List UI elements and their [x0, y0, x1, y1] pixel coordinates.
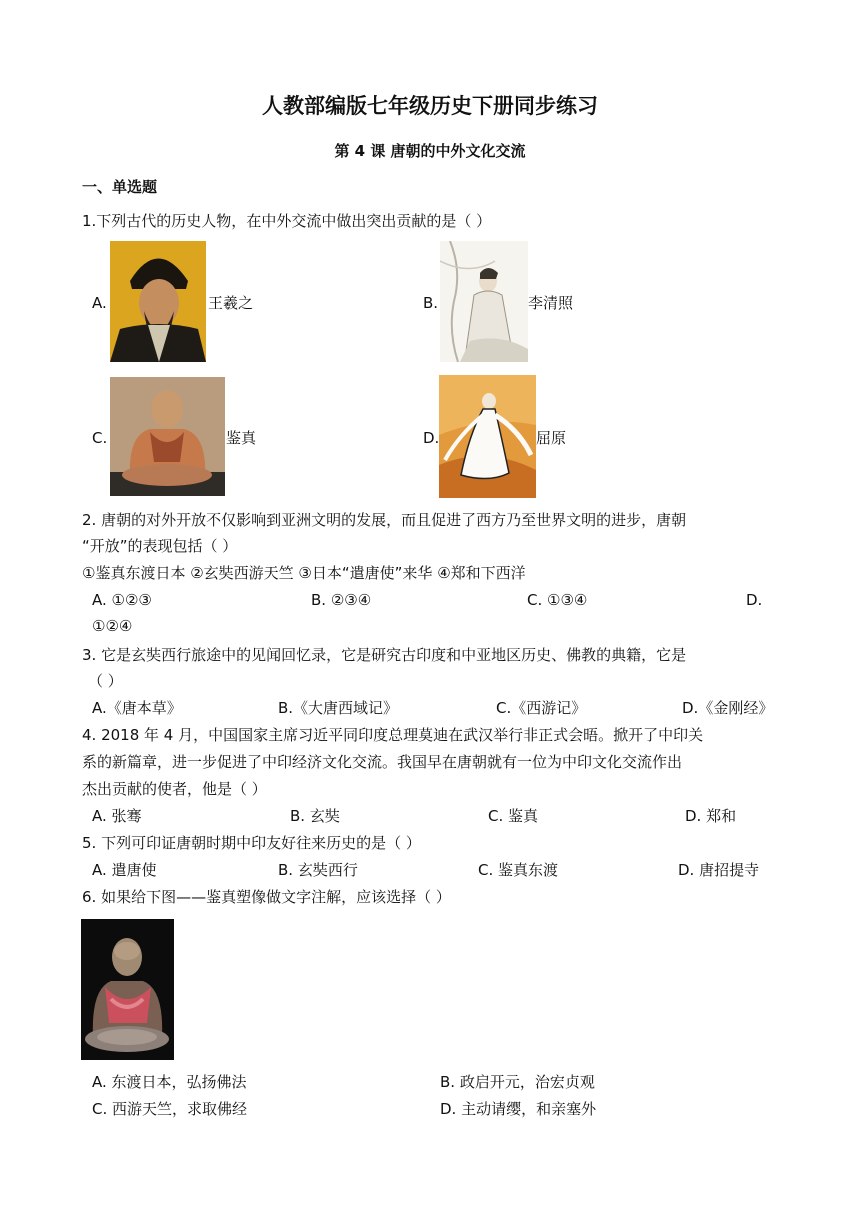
q5-option-a[interactable]: A. 遣唐使 [92, 861, 157, 879]
q6-option-a[interactable]: A. 东渡日本，弘扬佛法 [92, 1073, 247, 1091]
q4-option-a[interactable]: A. 张骞 [92, 807, 142, 825]
portrait-wang-xizhi-image [110, 241, 206, 362]
lesson-subtitle: 第 4 课 唐朝的中外文化交流 [334, 142, 526, 160]
question-1-stem: 1.下列古代的历史人物，在中外交流中做出突出贡献的是（ ） [82, 212, 492, 230]
q6-option-c[interactable]: C. 西游天竺，求取佛经 [92, 1100, 248, 1118]
question-2-items: ①鉴真东渡日本 ②玄奘西游天竺 ③日本“遣唐使”来华 ④郑和下西洋 [82, 564, 526, 582]
section-heading: 一、单选题 [82, 178, 158, 196]
q1-option-c-letter[interactable]: C. [92, 429, 108, 447]
portrait-li-qingzhao-image [440, 241, 528, 362]
question-4-stem-line-2: 系的新篇章，进一步促进了中印经济文化交流。我国早在唐朝就有一位为中印文化交流作出 [82, 753, 683, 771]
q1-option-d-letter[interactable]: D. [423, 429, 440, 447]
q2-option-a[interactable]: A. ①②③ [92, 591, 152, 609]
q5-option-b[interactable]: B. 玄奘西行 [278, 861, 358, 879]
q1-option-a-letter[interactable]: A. [92, 294, 107, 312]
q3-option-d[interactable]: D.《金刚经》 [682, 699, 774, 717]
q5-option-c[interactable]: C. 鉴真东渡 [478, 861, 559, 879]
q1-option-b-text: 李清照 [528, 294, 574, 312]
portrait-qu-yuan-image [439, 375, 536, 498]
q1-option-c-text: 鉴真 [226, 429, 257, 447]
q4-option-b[interactable]: B. 玄奘 [290, 807, 340, 825]
q1-option-d-text: 屈原 [536, 429, 567, 447]
q1-option-a-text: 王羲之 [208, 294, 254, 312]
q6-option-b[interactable]: B. 政启开元，治宏贞观 [440, 1073, 595, 1091]
question-6-stem: 6. 如果给下图——鉴真塑像做文字注解，应该选择（ ） [82, 888, 451, 906]
q2-option-c[interactable]: C. ①③④ [527, 591, 588, 609]
q4-option-c[interactable]: C. 鉴真 [488, 807, 539, 825]
question-3-stem-line-2: （ ） [88, 672, 123, 690]
question-2-stem-line-2: “开放”的表现包括（ ） [82, 537, 238, 555]
q4-option-d[interactable]: D. 郑和 [685, 807, 737, 825]
question-4-stem-line-1: 4. 2018 年 4 月，中国国家主席习近平同印度总理莫迪在武汉举行非正式会晤。掀开了中印关 [82, 726, 704, 744]
q2-option-b[interactable]: B. ②③④ [311, 591, 372, 609]
q5-option-d[interactable]: D. 唐招提寺 [678, 861, 760, 879]
q2-option-d[interactable]: D. [746, 591, 763, 609]
q1-option-b-letter[interactable]: B. [423, 294, 439, 312]
q6-option-d[interactable]: D. 主动请缨，和亲塞外 [440, 1100, 597, 1118]
question-5-stem: 5. 下列可印证唐朝时期中印友好往来历史的是（ ） [82, 834, 421, 852]
q3-option-b[interactable]: B.《大唐西域记》 [278, 699, 399, 717]
jianzhen-statue-image [110, 377, 225, 496]
page-title: 人教部编版七年级历史下册同步练习 [262, 94, 598, 118]
q3-option-a[interactable]: A.《唐本草》 [92, 699, 182, 717]
question-3-stem-line-1: 3. 它是玄奘西行旅途中的见闻回忆录，它是研究古印度和中亚地区历史、佛教的典籍，它是 [82, 646, 687, 664]
question-4-stem-line-3: 杰出贡献的使者，他是（ ） [82, 780, 267, 798]
jianzhen-statue-photo [81, 919, 174, 1060]
q2-option-d-continued[interactable]: ①②④ [92, 617, 133, 635]
question-2-stem-line-1: 2. 唐朝的对外开放不仅影响到亚洲文明的发展，而且促进了西方乃至世界文明的进步，唐朝 [82, 511, 687, 529]
q3-option-c[interactable]: C.《西游记》 [496, 699, 587, 717]
